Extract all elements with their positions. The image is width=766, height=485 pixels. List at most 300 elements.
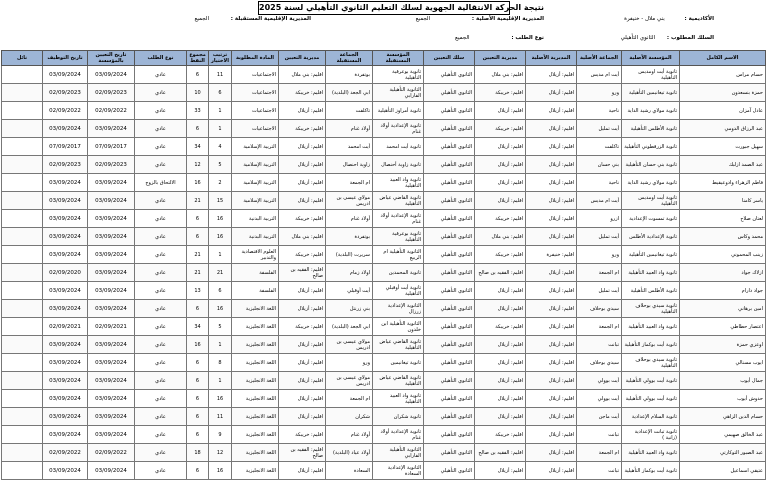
table-cell — [2, 138, 43, 156]
table-cell: ابي الجعد (البلدية) — [326, 84, 373, 102]
table-cell: عادي — [135, 228, 187, 246]
table-cell — [2, 408, 43, 426]
table-cell: عادي — [135, 156, 187, 174]
table-cell: اقليم: أزيلال — [526, 408, 577, 426]
table-cell: اقليم: بني ملال — [475, 228, 526, 246]
table-row — [2, 210, 766, 228]
table-cell: اقليم: أزيلال — [475, 390, 526, 408]
table-cell: 16 — [209, 228, 232, 246]
table-cell: 6 — [187, 408, 209, 426]
table-cell — [2, 354, 43, 372]
table-cell: سريرت (البلدية) — [326, 246, 373, 264]
table-cell: التربية البدنية — [232, 210, 279, 228]
table-cell: 5 — [209, 318, 232, 336]
table-cell: 02/09/2023 — [88, 156, 135, 174]
table-cell: اقليم: أزيلال — [475, 102, 526, 120]
table-cell — [2, 246, 43, 264]
table-cell: 16 — [187, 336, 209, 354]
table-cell — [2, 462, 43, 480]
table-cell: 6 — [187, 228, 209, 246]
table-cell: 16 — [209, 462, 232, 480]
table-cell: 03/09/2024 — [88, 408, 135, 426]
table-cell: ثانوية شكران — [373, 408, 424, 426]
table-cell: 02/09/2022 — [43, 444, 88, 462]
table-cell: العلوم الاقتصادية والتدبير — [232, 246, 279, 264]
table-cell: 03/09/2024 — [88, 300, 135, 318]
table-body — [2, 66, 766, 480]
table-cell: أولاد عياد (البلدية) — [326, 444, 373, 462]
results-table — [1, 50, 766, 480]
table-cell: 12 — [209, 444, 232, 462]
table-cell: 6 — [187, 390, 209, 408]
table-cell: 03/09/2024 — [43, 408, 88, 426]
table-cell: ام الجمعة — [326, 174, 373, 192]
table-cell: ثانوية تمسوت الإعدادية — [622, 210, 680, 228]
table-cell: 2 — [209, 174, 232, 192]
origin-dir-label: المديرية الإقليمية الأصلية : — [471, 16, 544, 22]
table-cell — [2, 84, 43, 102]
table-cell: 03/09/2024 — [43, 246, 88, 264]
table-cell: 8 — [209, 354, 232, 372]
table-cell — [2, 444, 43, 462]
table-cell: 03/09/2024 — [88, 210, 135, 228]
table-row — [2, 426, 766, 444]
table-cell: الثانوي التأهيلي — [424, 120, 475, 138]
table-cell: مولاي عيسى بن ادريس — [326, 336, 373, 354]
table-cell: 02/09/2023 — [43, 156, 88, 174]
table-cell: اللغة الانجليزية — [232, 300, 279, 318]
table-cell: ثانوية تبانت الإعدادية (زانية ) — [622, 426, 680, 444]
table-cell: الثانوية التأهيلية الفارابي — [373, 84, 424, 102]
table-cell: ثانوية الزرقطوني التأهيلية — [622, 138, 680, 156]
column-header: نوع الطلب — [135, 51, 187, 66]
table-cell: ثانوية تيغانيمين التأهيلية — [622, 246, 680, 264]
table-cell: الثانوي التأهيلي — [424, 300, 475, 318]
table-cell: 21 — [187, 264, 209, 282]
table-cell: 03/09/2024 — [43, 120, 88, 138]
page-title: نتيجة الحركة الانتقالية الجهوية لسلك التعليم الثانوي التأهيلي لسنة 2025 — [258, 1, 510, 15]
table-cell: عادي — [135, 102, 187, 120]
table-cell: بوتفردة — [326, 228, 373, 246]
table-cell: اعتصار حطاطي — [680, 318, 766, 336]
table-cell: اقليم: أزيلال — [526, 282, 577, 300]
table-cell: ثانوية الإعدادية أولاد غنام — [373, 210, 424, 228]
table-cell: 34 — [187, 138, 209, 156]
table-cell: اقليم: الفقيه بن صالح — [475, 444, 526, 462]
table-cell: عادل آمزان — [680, 102, 766, 120]
table-cell: 03/09/2024 — [43, 174, 88, 192]
table-row — [2, 282, 766, 300]
table-cell: اوعزي حمزة — [680, 336, 766, 354]
academy-filter — [624, 16, 714, 23]
table-cell: اقليم: أزيلال — [526, 318, 577, 336]
table-cell: الثانوي التأهيلي — [424, 102, 475, 120]
table-cell: الثانوي التأهيلي — [424, 84, 475, 102]
table-cell — [2, 390, 43, 408]
table-cell: 03/09/2024 — [43, 390, 88, 408]
table-cell: التربية الإسلامية — [232, 138, 279, 156]
column-header: المديرية الأصلية — [526, 51, 577, 66]
table-cell: الثانوي التأهيلي — [424, 426, 475, 444]
origin-dir-value: الجميع — [415, 16, 431, 22]
table-cell: 6 — [187, 426, 209, 444]
table-cell: تاكلفت — [326, 102, 373, 120]
table-cell: ثانوية أيت امحمد — [373, 138, 424, 156]
table-cell: 1 — [209, 246, 232, 264]
table-cell: 03/09/2024 — [43, 282, 88, 300]
table-cell: اقليم: أزيلال — [279, 354, 326, 372]
table-cell: ثانوية أيت بوكماز التأهيلية — [622, 462, 680, 480]
table-cell: 03/09/2024 — [88, 66, 135, 84]
table-cell — [2, 102, 43, 120]
table-cell: 03/09/2024 — [88, 462, 135, 480]
table-row — [2, 84, 766, 102]
table-cell: اقليم: أزيلال — [526, 66, 577, 84]
table-cell: اقليم: أزيلال — [475, 282, 526, 300]
cycle-filter — [621, 35, 714, 42]
table-cell: عادي — [135, 192, 187, 210]
table-cell: اقليم: أزيلال — [526, 156, 577, 174]
table-cell: 16 — [209, 210, 232, 228]
table-cell: 03/09/2024 — [88, 354, 135, 372]
table-cell: ثانوية الإعدادية أولاد غنام — [373, 426, 424, 444]
table-cell: 21 — [187, 246, 209, 264]
table-cell: 18 — [187, 444, 209, 462]
table-cell: اقليم: أزيلال — [475, 462, 526, 480]
table-cell: 03/09/2024 — [88, 246, 135, 264]
table-cell: الثانوي التأهيلي — [424, 210, 475, 228]
table-cell: حمزة بنسعدون — [680, 84, 766, 102]
table-cell: ثانوية أيت أوقبلي التأهيلية — [373, 282, 424, 300]
table-cell: لعتان صلاح — [680, 210, 766, 228]
table-cell: ثانوية واد العبيد التأهيلية — [622, 264, 680, 282]
column-header: المؤسسة الأصلية — [622, 51, 680, 66]
column-header: سلك التعيين — [424, 51, 475, 66]
table-cell: الثانوي التأهيلي — [424, 228, 475, 246]
table-cell: اقليم: أزيلال — [279, 390, 326, 408]
table-cell: ثانوية الإعدادية أولاد غنام — [373, 120, 424, 138]
table-cell: ام الجمعة — [577, 318, 622, 336]
table-cell: التربية الإسلامية — [232, 174, 279, 192]
table-cell: اقليم: أزيلال — [526, 210, 577, 228]
table-cell: ثانوية الأطلس التأهيلية — [622, 120, 680, 138]
table-cell: 6 — [187, 66, 209, 84]
table-cell: اقليم: بني ملال — [279, 66, 326, 84]
table-cell: جواد دارام — [680, 282, 766, 300]
column-header: تاريخ التعيين بالمؤسسة — [88, 51, 135, 66]
table-cell: مولاي عيسى بن ادريس — [326, 192, 373, 210]
table-cell: الاجتماعيات — [232, 102, 279, 120]
table-cell: أيت ماجن — [577, 408, 622, 426]
table-cell: اقليم: بني ملال — [475, 66, 526, 84]
table-row — [2, 354, 766, 372]
table-cell: ثانوية سيدي بوحلاف التأهيلية — [622, 354, 680, 372]
table-cell — [2, 426, 43, 444]
table-cell: اقليم: خريبكة — [475, 318, 526, 336]
table-cell: الفلسفة — [232, 264, 279, 282]
table-cell: امين برهاني — [680, 300, 766, 318]
cycle-value: الثانوي التأهيلي — [620, 35, 656, 41]
table-cell: ثانوية أيت اومديس التأهيلية — [622, 192, 680, 210]
table-cell: عادي — [135, 282, 187, 300]
table-cell: اللغة الانجليزية — [232, 426, 279, 444]
table-row — [2, 264, 766, 282]
table-cell: ورو — [577, 84, 622, 102]
column-header: تاريخ التوظيف — [43, 51, 88, 66]
table-cell: مولاي عيسى بن ادريس — [326, 372, 373, 390]
table-cell: اقليم: خريبكة — [475, 246, 526, 264]
table-cell: سيدي بوحلاف — [577, 354, 622, 372]
academy-label: الأكاديمية : — [684, 16, 714, 22]
table-cell: اقليم: خريبكة — [279, 120, 326, 138]
table-cell: اقليم: أزيلال — [526, 462, 577, 480]
table-cell: اقليم: بني ملال — [279, 228, 326, 246]
table-cell: اقليم: أزيلال — [279, 102, 326, 120]
table-cell: 1 — [209, 102, 232, 120]
table-cell: 03/09/2024 — [43, 300, 88, 318]
table-cell: اقليم: أزيلال — [279, 300, 326, 318]
table-cell: 07/09/2017 — [88, 138, 135, 156]
column-header: مديرية التعيين — [279, 51, 326, 66]
table-cell: الثانوي التأهيلي — [424, 408, 475, 426]
table-cell: اللغة الانجليزية — [232, 462, 279, 480]
table-cell: فاطم الزهراء وادوعيقيط — [680, 174, 766, 192]
request-type-label: نوع الطلب : — [511, 35, 544, 41]
table-cell: اقليم: خريبكة — [279, 426, 326, 444]
table-cell: ام الجمعة — [577, 444, 622, 462]
table-row — [2, 66, 766, 84]
table-cell: سيدي بوحلاف — [577, 300, 622, 318]
table-cell: ثانوية بني حسان التأهيلية — [622, 156, 680, 174]
table-cell: تبانت — [577, 336, 622, 354]
column-header: مديرية التعيين — [475, 51, 526, 66]
table-cell: اقليم: خريبكة — [279, 318, 326, 336]
table-cell: 03/09/2024 — [43, 66, 88, 84]
table-cell: ايوب مسنالي — [680, 354, 766, 372]
table-cell: اقليم: خريبكة — [475, 84, 526, 102]
table-cell: 03/09/2024 — [88, 426, 135, 444]
table-cell: 02/09/2023 — [88, 84, 135, 102]
table-cell: 02/09/2022 — [88, 444, 135, 462]
table-cell: اقليم: أزيلال — [475, 300, 526, 318]
table-cell: بني زرنتل — [326, 300, 373, 318]
table-cell: عادي — [135, 246, 187, 264]
table-cell: عادي — [135, 264, 187, 282]
table-cell: الاجتماعيات — [232, 120, 279, 138]
table-cell: 07/09/2017 — [43, 138, 88, 156]
table-cell: ثانوية المحمدين — [373, 264, 424, 282]
table-cell: عادي — [135, 318, 187, 336]
table-cell: 02/09/2021 — [43, 318, 88, 336]
table-cell: بوتفردة — [326, 66, 373, 84]
table-cell: ثانوية واد العبيد التأهيلية — [373, 174, 424, 192]
table-cell: 03/09/2024 — [43, 426, 88, 444]
table-cell: اقليم: أزيلال — [526, 300, 577, 318]
table-cell: 03/09/2024 — [43, 372, 88, 390]
table-cell: ثانوية السلام الإعدادية — [622, 408, 680, 426]
table-cell: عتيقي اسماعيل — [680, 462, 766, 480]
table-cell: ام الجمعة — [577, 264, 622, 282]
table-cell: اقليم: أزيلال — [526, 174, 577, 192]
table-cell: الاجتماعيات — [232, 84, 279, 102]
table-cell: اقليم: أزيلال — [279, 372, 326, 390]
table-cell: تاكلفت — [577, 138, 622, 156]
request-type-value: الجميع — [455, 35, 470, 41]
table-cell — [2, 174, 43, 192]
table-cell: اقليم: أزيلال — [475, 192, 526, 210]
table-cell: 03/09/2024 — [43, 462, 88, 480]
table-cell: ازلاك جواد — [680, 264, 766, 282]
table-cell: الثانوية الإعدادية السعادة — [373, 462, 424, 480]
table-cell: اقليم: خريبكة — [279, 84, 326, 102]
table-cell: الثانوي التأهيلي — [424, 246, 475, 264]
table-cell: اللغة الانجليزية — [232, 336, 279, 354]
table-cell: اقليم: أزيلال — [279, 156, 326, 174]
table-cell: عادي — [135, 354, 187, 372]
table-cell: ثانوية أيت اومديس التأهيلية — [622, 66, 680, 84]
table-cell: أيت تمليل — [577, 282, 622, 300]
table-cell: عادي — [135, 336, 187, 354]
table-cell: اللغة الانجليزية — [232, 318, 279, 336]
table-cell: ثانوية واد العبيد التأهيلية — [622, 318, 680, 336]
table-cell: اقليم: أزيلال — [279, 282, 326, 300]
table-cell: 16 — [187, 174, 209, 192]
table-cell: 6 — [187, 120, 209, 138]
table-cell: 03/09/2024 — [88, 192, 135, 210]
table-cell: أيت ام مديس — [577, 66, 622, 84]
table-cell: 03/09/2024 — [88, 174, 135, 192]
table-cell: اقليم: أزيلال — [526, 102, 577, 120]
table-cell: ورو — [577, 246, 622, 264]
table-cell: الاجتماعيات — [232, 66, 279, 84]
table-cell: 6 — [187, 210, 209, 228]
table-cell: اقليم: أزيلال — [475, 336, 526, 354]
table-cell: 6 — [187, 462, 209, 480]
table-cell: اقليم: أزيلال — [526, 426, 577, 444]
table-cell: السعادة — [326, 462, 373, 480]
table-cell: 1 — [209, 336, 232, 354]
table-cell: 03/09/2024 — [88, 390, 135, 408]
table-cell: التربية الإسلامية — [232, 192, 279, 210]
table-cell: حسام مراس — [680, 66, 766, 84]
table-cell: ثانوية واد العبيد التأهيلية — [622, 444, 680, 462]
table-cell: اللغة الانجليزية — [232, 354, 279, 372]
table-cell: الثانوي التأهيلي — [424, 336, 475, 354]
table-cell: عادي — [135, 138, 187, 156]
table-cell — [2, 372, 43, 390]
table-cell: اقليم: أزيلال — [526, 336, 577, 354]
host-dir-value: الجميع — [194, 16, 209, 22]
table-cell: ثانوية أيت بوولي التأهيلية — [622, 372, 680, 390]
table-cell: اقليم: أزيلال — [279, 174, 326, 192]
table-cell: أيت ام مديس — [577, 192, 622, 210]
table-cell: 03/09/2024 — [88, 336, 135, 354]
table-cell: شكران — [326, 408, 373, 426]
table-row — [2, 138, 766, 156]
table-cell: الثانوي التأهيلي — [424, 354, 475, 372]
table-cell: اقليم: الفقيه بن صالح — [279, 444, 326, 462]
table-cell: 02/09/2021 — [88, 318, 135, 336]
table-cell: 16 — [209, 390, 232, 408]
table-cell: حسام الدين الزاهي — [680, 408, 766, 426]
table-header-row — [2, 51, 766, 66]
table-cell: جمال أيوب — [680, 372, 766, 390]
table-cell: اقليم: أزيلال — [475, 174, 526, 192]
table-cell: ام الجمعة — [326, 390, 373, 408]
table-cell: 03/09/2024 — [43, 354, 88, 372]
table-cell: 02/09/2020 — [43, 264, 88, 282]
table-cell: 03/09/2024 — [88, 282, 135, 300]
table-cell: 11 — [209, 66, 232, 84]
table-cell: 5 — [209, 156, 232, 174]
table-cell: 03/09/2024 — [88, 264, 135, 282]
table-cell: ثانوية القاضي عياض التأهيلية — [373, 372, 424, 390]
table-cell: عادي — [135, 408, 187, 426]
table-cell — [2, 264, 43, 282]
table-cell: عبد الصبور التوكارتي — [680, 444, 766, 462]
table-cell: اقليم: أزيلال — [475, 372, 526, 390]
table-cell: اقليم: خريبكة — [279, 210, 326, 228]
table-cell — [2, 120, 43, 138]
table-cell: اقليم: أزيلال — [279, 138, 326, 156]
table-cell: 4 — [209, 138, 232, 156]
table-cell: ثانوية تيغانيمين التأهيلية — [622, 84, 680, 102]
table-cell: 02/09/2023 — [43, 84, 88, 102]
table-cell: 12 — [187, 156, 209, 174]
table-cell: أولاد غنام — [326, 426, 373, 444]
table-cell: بني حسان — [577, 156, 622, 174]
column-header: الجماعة الأصلية — [577, 51, 622, 66]
table-row — [2, 390, 766, 408]
table-cell: ثانوية بوعرقية التأهيلية — [373, 228, 424, 246]
table-cell — [2, 318, 43, 336]
table-cell: زينب المحموني — [680, 246, 766, 264]
column-header: مجموع النقط — [187, 51, 209, 66]
table-cell: الثانوية التأهيلية ابن خلدون — [373, 318, 424, 336]
table-cell: ناحية — [577, 174, 622, 192]
table-cell: محمد وكاس — [680, 228, 766, 246]
table-cell: اقليم: أزيلال — [526, 390, 577, 408]
table-cell: اقليم: أزيلال — [526, 120, 577, 138]
table-cell: ثانوية واد العبيد التأهيلية — [373, 390, 424, 408]
table-cell: ثانوية الإعدادية الأطلس — [622, 228, 680, 246]
table-cell: أيت امحمد — [326, 138, 373, 156]
table-cell: اقليم: الفقيه بن صالح — [475, 264, 526, 282]
table-cell: اقليم: خريبكة — [475, 210, 526, 228]
table-cell: 9 — [209, 426, 232, 444]
table-cell: 03/09/2024 — [88, 120, 135, 138]
table-cell: 21 — [209, 264, 232, 282]
table-cell: الثانوي التأهيلي — [424, 66, 475, 84]
table-cell: التربية البدنية — [232, 228, 279, 246]
table-cell: الفلسفة — [232, 282, 279, 300]
table-row — [2, 300, 766, 318]
table-cell: 03/09/2024 — [88, 372, 135, 390]
table-cell: الثانوي التأهيلي — [424, 444, 475, 462]
column-header: الاسم الكامل — [680, 51, 766, 66]
table-cell: 03/09/2024 — [88, 228, 135, 246]
column-header: المؤسسة المستقبلة — [373, 51, 424, 66]
table-cell: 03/09/2024 — [43, 192, 88, 210]
table-row — [2, 462, 766, 480]
table-row — [2, 372, 766, 390]
table-cell — [2, 300, 43, 318]
table-cell: 6 — [187, 300, 209, 318]
column-header: نائل — [2, 51, 43, 66]
table-cell: تبانت — [577, 462, 622, 480]
table-cell: ثانوية زاوية أحنصال — [373, 156, 424, 174]
table-cell: أولاد غنام — [326, 210, 373, 228]
